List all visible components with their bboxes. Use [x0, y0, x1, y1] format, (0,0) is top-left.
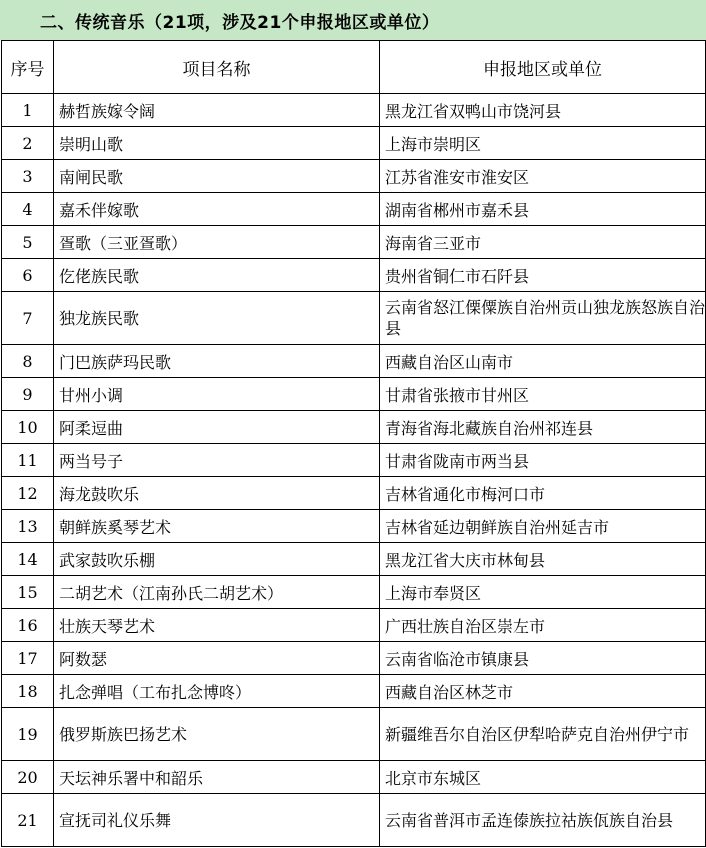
table-row	[2, 477, 706, 510]
row-project-name: 赫哲族嫁令阔	[54, 94, 380, 127]
row-region: 黑龙江省双鸭山市饶河县	[380, 94, 706, 127]
row-region: 西藏自治区山南市	[380, 345, 706, 378]
row-region: 吉林省通化市梅河口市	[380, 477, 706, 510]
row-serial-number: 18	[2, 675, 54, 708]
table-row	[2, 345, 706, 378]
row-region: 江苏省淮安市淮安区	[380, 160, 706, 193]
section-heading: 二、传统音乐（21项，涉及21个申报地区或单位）	[40, 13, 440, 33]
table-row	[2, 543, 706, 576]
row-project-name: 俄罗斯族巴扬艺术	[54, 708, 380, 761]
row-serial-number: 3	[2, 160, 54, 193]
row-region: 西藏自治区林芝市	[380, 675, 706, 708]
table-row	[2, 609, 706, 642]
row-serial-number: 9	[2, 378, 54, 411]
table-row	[2, 292, 706, 345]
header-region: 申报地区或单位	[380, 41, 706, 94]
row-region: 广西壮族自治区崇左市	[380, 609, 706, 642]
row-region: 吉林省延边朝鲜族自治州延吉市	[380, 510, 706, 543]
row-serial-number: 2	[2, 127, 54, 160]
table-row	[2, 642, 706, 675]
table-row	[2, 160, 706, 193]
header-project-name: 项目名称	[54, 41, 380, 94]
row-project-name: 阿柔逗曲	[54, 411, 380, 444]
row-project-name: 宣抚司礼仪乐舞	[54, 794, 380, 847]
row-project-name: 扎念弹唱（工布扎念博咚）	[54, 675, 380, 708]
row-region: 云南省普洱市孟连傣族拉祜族佤族自治县	[380, 794, 706, 847]
row-serial-number: 1	[2, 94, 54, 127]
table-header-row	[2, 41, 706, 94]
row-region: 贵州省铜仁市石阡县	[380, 259, 706, 292]
table-row	[2, 127, 706, 160]
row-project-name: 仡佬族民歌	[54, 259, 380, 292]
row-serial-number: 15	[2, 576, 54, 609]
row-serial-number: 13	[2, 510, 54, 543]
row-region: 甘肃省张掖市甘州区	[380, 378, 706, 411]
row-region: 甘肃省陇南市两当县	[380, 444, 706, 477]
table-row	[2, 94, 706, 127]
section-heading-bar	[0, 0, 706, 40]
table-row	[2, 193, 706, 226]
row-project-name: 疍歌（三亚疍歌）	[54, 226, 380, 259]
row-project-name: 二胡艺术（江南孙氏二胡艺术）	[54, 576, 380, 609]
row-project-name: 两当号子	[54, 444, 380, 477]
row-project-name: 海龙鼓吹乐	[54, 477, 380, 510]
row-project-name: 南闸民歌	[54, 160, 380, 193]
row-serial-number: 12	[2, 477, 54, 510]
table-row	[2, 411, 706, 444]
row-serial-number: 10	[2, 411, 54, 444]
row-project-name: 崇明山歌	[54, 127, 380, 160]
row-region: 青海省海北藏族自治州祁连县	[380, 411, 706, 444]
row-project-name: 壮族天琴艺术	[54, 609, 380, 642]
row-region: 海南省三亚市	[380, 226, 706, 259]
row-region: 上海市崇明区	[380, 127, 706, 160]
row-serial-number: 14	[2, 543, 54, 576]
row-serial-number: 19	[2, 708, 54, 761]
row-project-name: 嘉禾伴嫁歌	[54, 193, 380, 226]
row-project-name: 甘州小调	[54, 378, 380, 411]
row-project-name: 门巴族萨玛民歌	[54, 345, 380, 378]
row-region: 新疆维吾尔自治区伊犁哈萨克自治州伊宁市	[380, 708, 706, 761]
table-row	[2, 675, 706, 708]
row-region: 云南省临沧市镇康县	[380, 642, 706, 675]
table-row	[2, 761, 706, 794]
row-serial-number: 11	[2, 444, 54, 477]
table-row	[2, 576, 706, 609]
table-row	[2, 444, 706, 477]
row-serial-number: 4	[2, 193, 54, 226]
row-project-name: 阿数瑟	[54, 642, 380, 675]
table-row	[2, 378, 706, 411]
header-serial-number: 序号	[2, 41, 54, 94]
row-project-name: 独龙族民歌	[54, 292, 380, 345]
row-serial-number: 20	[2, 761, 54, 794]
row-project-name: 武家鼓吹乐棚	[54, 543, 380, 576]
row-region: 北京市东城区	[380, 761, 706, 794]
row-region: 湖南省郴州市嘉禾县	[380, 193, 706, 226]
project-table	[1, 40, 706, 847]
row-region: 上海市奉贤区	[380, 576, 706, 609]
row-serial-number: 17	[2, 642, 54, 675]
row-serial-number: 21	[2, 794, 54, 847]
table-row	[2, 259, 706, 292]
row-serial-number: 7	[2, 292, 54, 345]
row-region: 黑龙江省大庆市林甸县	[380, 543, 706, 576]
row-serial-number: 16	[2, 609, 54, 642]
table-row	[2, 510, 706, 543]
row-project-name: 朝鲜族奚琴艺术	[54, 510, 380, 543]
row-serial-number: 8	[2, 345, 54, 378]
table-row	[2, 794, 706, 847]
table-row	[2, 226, 706, 259]
table-row	[2, 708, 706, 761]
row-serial-number: 5	[2, 226, 54, 259]
row-serial-number: 6	[2, 259, 54, 292]
row-project-name: 天坛神乐署中和韶乐	[54, 761, 380, 794]
row-region: 云南省怒江傈僳族自治州贡山独龙族怒族自治县	[380, 292, 706, 345]
